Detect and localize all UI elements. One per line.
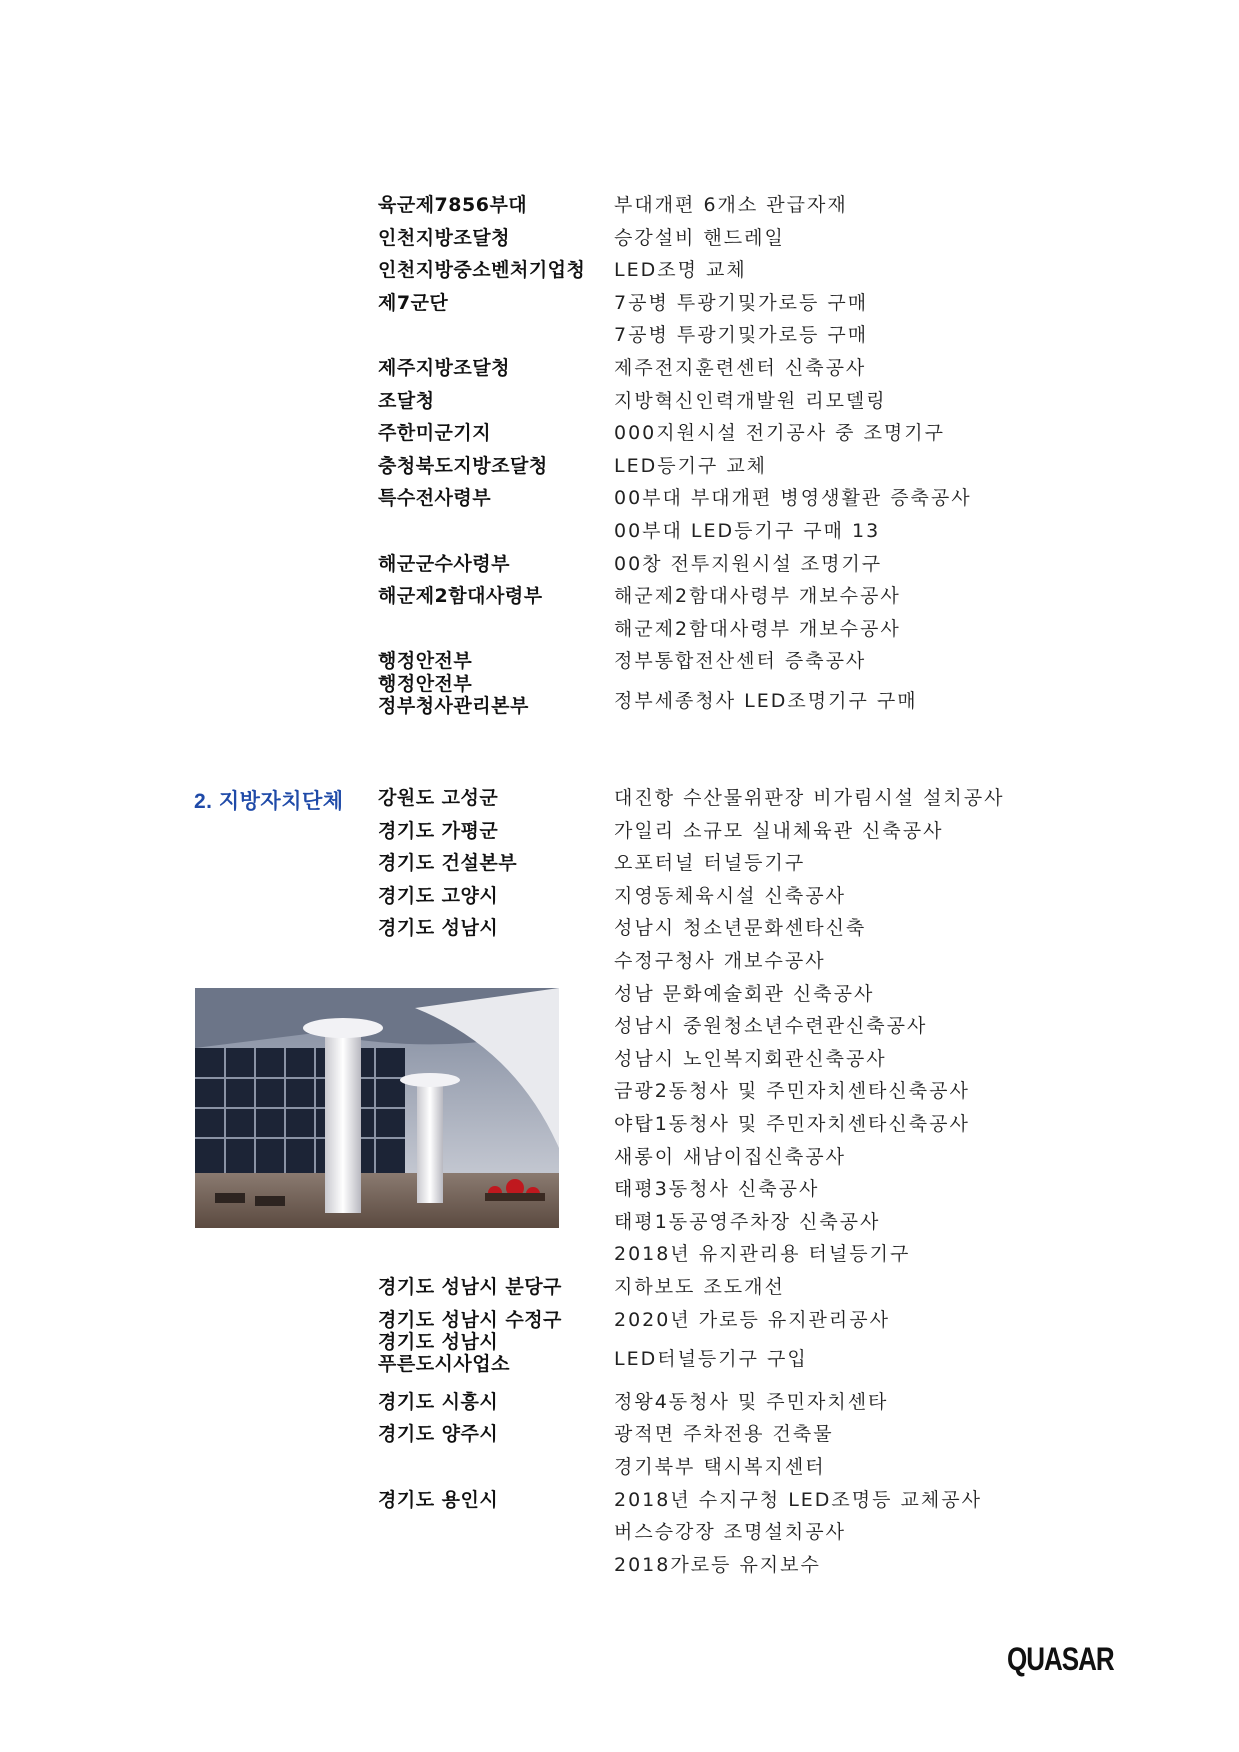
organization-name: 경기도 성남시 — [378, 917, 499, 940]
organization-name: 조달청 — [378, 389, 435, 412]
project-name: 2018년 유지관리용 터널등기구 — [614, 1243, 911, 1266]
organization-name: 제주지방조달청 — [378, 357, 510, 379]
project-name: 성남시 청소년문화센타신축 — [614, 917, 867, 940]
organization-name: 인천지방조달청 — [378, 226, 510, 249]
project-name: 2020년 가로등 유지관리공사 — [614, 1308, 890, 1331]
project-name: 정부세종청사 LED조명기구 구매 — [614, 690, 918, 712]
section-title-local-government: 2. 지방자치단체 — [194, 790, 344, 813]
project-name: 해군제2함대사령부 개보수공사 — [614, 585, 901, 608]
project-name: 000지원시설 전기공사 중 조명기구 — [614, 422, 945, 445]
organization-name: 경기도 용인시 — [378, 1488, 499, 1511]
project-name: 해군제2함대사령부 개보수공사 — [614, 617, 901, 640]
organization-name: 경기도 고양시 — [378, 884, 499, 907]
project-name: 광적면 주차전용 건축물 — [614, 1423, 834, 1446]
quasar-logo: QUASAR — [1007, 1640, 1114, 1678]
project-name: 00부대 부대개편 병영생활관 증축공사 — [614, 487, 972, 510]
project-name: 대진항 수산물위판장 비가림시설 설치공사 — [614, 787, 1005, 809]
project-name: 00창 전투지원시설 조명기구 — [614, 552, 883, 575]
organization-name: 해군군수사령부 — [378, 552, 510, 575]
lobby-photo — [195, 988, 559, 1228]
project-name: 2018가로등 유지보수 — [614, 1553, 821, 1576]
organization-name: 제7군단 — [378, 291, 449, 314]
organization-name: 경기도 성남시 푸른도시사업소 — [378, 1331, 510, 1376]
project-name: 성남시 노인복지회관신축공사 — [614, 1047, 887, 1070]
project-name: 야탑1동청사 및 주민자치센타신축공사 — [614, 1113, 970, 1135]
project-name: 수정구청사 개보수공사 — [614, 950, 826, 972]
project-name: 성남시 중원청소년수련관신축공사 — [614, 1015, 928, 1038]
organization-name: 행정안전부 — [378, 650, 473, 673]
project-name: 오포터널 터널등기구 — [614, 852, 806, 875]
project-name: 제주전지훈련센터 신축공사 — [614, 357, 867, 379]
organization-name: 행정안전부 정부청사관리본부 — [378, 673, 529, 717]
project-name: 성남 문화예술회관 신축공사 — [614, 982, 875, 1005]
organization-name: 충청북도지방조달청 — [378, 454, 548, 477]
organization-name: 경기도 성남시 분당구 — [378, 1276, 562, 1298]
project-name: 금광2동청사 및 주민자치센타신축공사 — [614, 1080, 970, 1103]
organization-name: 주한미군기지 — [378, 422, 492, 445]
project-name: 지영동체육시설 신축공사 — [614, 884, 846, 907]
project-name: 경기북부 택시복지센터 — [614, 1456, 826, 1478]
project-name: 태평1동공영주차장 신축공사 — [614, 1210, 881, 1233]
project-name: 7공병 투광기및가로등 구매 — [614, 324, 869, 347]
organization-name: 경기도 성남시 수정구 — [378, 1308, 562, 1331]
project-name: 태평3동청사 신축공사 — [614, 1178, 820, 1201]
organization-name: 해군제2함대사령부 — [378, 585, 543, 608]
lobby-illustration — [195, 988, 559, 1228]
project-name: 2018년 수지구청 LED조명등 교체공사 — [614, 1488, 982, 1511]
project-name: 부대개편 6개소 관급자재 — [614, 194, 848, 216]
project-name: 정부통합전산센터 증축공사 — [614, 650, 867, 673]
organization-name: 인천지방중소벤처기업청 — [378, 259, 586, 282]
project-name: 새롱이 새남이집신축공사 — [614, 1145, 846, 1168]
project-name: 정왕4동청사 및 주민자치센타 — [614, 1390, 889, 1413]
project-name: 지하보도 조도개선 — [614, 1276, 785, 1298]
organization-name: 경기도 건설본부 — [378, 852, 518, 875]
project-name: 00부대 LED등기구 구매 13 — [614, 520, 881, 542]
organization-name: 경기도 양주시 — [378, 1423, 499, 1446]
organization-name: 강원도 고성군 — [378, 787, 499, 809]
project-name: 승강설비 핸드레일 — [614, 226, 785, 249]
project-name: 지방혁신인력개발원 리모델링 — [614, 389, 887, 412]
project-name: 7공병 투광기및가로등 구매 — [614, 291, 869, 314]
project-name: 가일리 소규모 실내체육관 신축공사 — [614, 819, 944, 842]
project-name: LED조명 교체 — [614, 259, 747, 282]
project-name: LED터널등기구 구입 — [614, 1348, 808, 1371]
project-name: 버스승강장 조명설치공사 — [614, 1521, 846, 1544]
organization-name: 경기도 시흥시 — [378, 1390, 499, 1413]
organization-name: 육군제7856부대 — [378, 194, 528, 216]
organization-name: 특수전사령부 — [378, 487, 492, 510]
organization-name: 경기도 가평군 — [378, 819, 499, 842]
project-name: LED등기구 교체 — [614, 454, 768, 477]
